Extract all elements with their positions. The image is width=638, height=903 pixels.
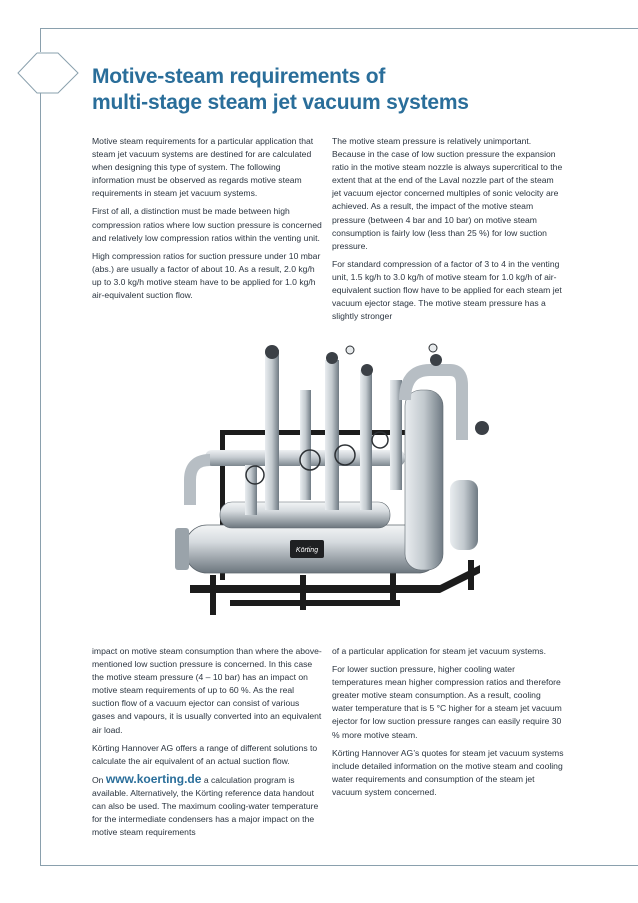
- text-column-3: [92, 645, 322, 844]
- paragraph-suffix: a calculation program is available. Alternatively, the Körting reference data handout can also be used. The maximum cooling-water temperature for the intermediate condensers has a major impact on the motive steam requirements: [92, 774, 319, 838]
- paragraph: For lower suction pressure, higher cooling water temperatures mean higher compression ratios and therefore greater motive steam consumption. As a result, cooling water temperature that is 5 °C higher for a steam jet vacuum ejector for low suction pressure ranges can easily require 30 % more motive steam.: [332, 664, 562, 740]
- frame-bottom-line: [40, 865, 638, 866]
- paragraph-prefix: On: [92, 774, 106, 785]
- paragraph: The motive steam pressure is relatively unimportant. Because in the case of low suction pressure the expansion ratio in the motive steam nozzle is always supercritical to the extent that at the end of the Laval nozzle part of the steam jet vacuum ejector concerned multiples of sonic velocity are achieved. As a result, the impact of the motive steam pressure (between 4 bar and 10 bar) on motive steam consumption is fairly low (less than 25 %) for low suction pressure.: [332, 136, 563, 251]
- title-line-1: Motive-steam requirements of: [92, 65, 386, 88]
- frame-left-line-lower: [40, 93, 41, 865]
- paragraph: impact on motive steam consumption than where the above-mentioned low suction pressure is concerned. In this case the motive steam pressure (4 – 10 bar) has an impact on motive steam requirements of up to 60 %. As the real suction flow of a vacuum ejector can consist of various gases and vapours, it is usually converted into an equivalent air load.: [92, 646, 322, 735]
- koerting-logo: [290, 540, 324, 558]
- title-line-2: multi-stage steam jet vacuum systems: [92, 91, 469, 114]
- paragraph: High compression ratios for suction pressure under 10 mbar (abs.) are usually a factor of about 10. As a result, 2.0 kg/h up to 3.0 kg/h motive steam have to be applied for 1.0 kg/h air-equivalent suction flow.: [92, 250, 321, 301]
- paragraph: First of all, a distinction must be made between high compression ratios where low suction pressure is concerned and relatively low compression ratios within the venting unit.: [92, 206, 322, 243]
- paragraph: Körting Hannover AG offers a range of different solutions to calculate the air equivalent of an actual suction flow.: [92, 742, 318, 766]
- paragraph: Körting Hannover AG’s quotes for steam jet vacuum systems include detailed information on the motive steam and cooling water requirements and consumption of the steam jet vacuum system concerned.: [332, 747, 564, 797]
- chevron-marker-icon: [17, 52, 79, 94]
- frame-top-line: [40, 28, 638, 29]
- page-title: [92, 64, 612, 116]
- paragraph: of a particular application for steam jet vacuum systems.: [332, 646, 546, 656]
- text-column-4: [332, 645, 564, 804]
- text-column-1: [92, 135, 322, 307]
- paragraph: Motive steam requirements for a particular application that steam jet vacuum systems are destined for are calculated when designing this type of system. The following information must be observed as regards motive steam requirements in steam jet vacuum systems.: [92, 136, 314, 199]
- text-column-2: [332, 135, 564, 328]
- frame-left-line-upper: [40, 28, 41, 52]
- logo-text: Körting: [295, 547, 319, 554]
- paragraph: [92, 773, 322, 839]
- steam-jet-vacuum-system-photo: [150, 330, 495, 620]
- koerting-website-link[interactable]: www.koerting.de: [105, 771, 202, 786]
- paragraph: For standard compression of a factor of 3 to 4 in the venting unit, 1.5 kg/h to 3.0 kg/h of motive steam for 1.0 kg/h of air-equivalent suction flow have to be applied for each steam jet vacuum ejector stage. The motive steam pressure has a slightly stronger: [332, 258, 562, 322]
